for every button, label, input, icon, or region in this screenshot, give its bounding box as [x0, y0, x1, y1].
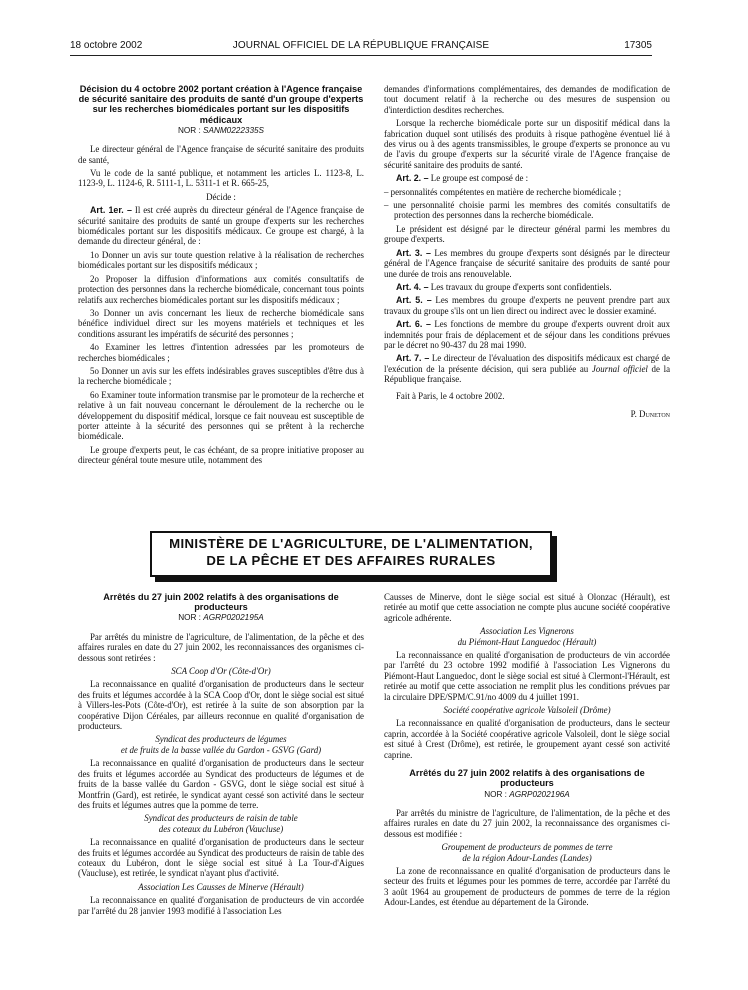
article-3: Art. 3. – Les membres du groupe d'experts sont désignés par le directeur général de l'Agence française de sécurité sanitaire des produits de santé pour une durée de trois ans renouvelable.	[384, 247, 671, 279]
article-2-dash-1: – personnalités compétentes en matière de recherche biomédicale ;	[384, 186, 622, 197]
section-causses-de-minerve-text: La reconnaissance en qualité d'organisation de producteurs de vin accordée par l'arrêté du 28 janvier 1993 modifié à l'association Les	[78, 895, 364, 916]
decision-nor: NOR : SANM0222335S	[177, 125, 265, 135]
decision-decide: Décide :	[206, 191, 236, 202]
section-luberon-text: La reconnaissance en qualité d'organisation de producteurs dans le secteur des fruits et légumes accordée au Syndicat des producteurs de raisin de table des coteaux du Lubéron, dont le siège social est situé à La Tour-d'Aigues (Vaucluse), est retirée, le syndicat n'ayant plus d'activité.	[78, 837, 364, 879]
article-1-item-4: 4o Examiner les lettres d'intention adressées par les promoteurs de recherches biomédicales ;	[78, 342, 364, 363]
article-1-item-1: 1o Donner un avis sur toute question relative à la réalisation de recherches biomédicales portant sur les dispositifs médicaux ;	[78, 249, 364, 271]
groupe-paragraph: Le groupe d'experts peut, le cas échéant, de sa propre initiative proposer au directeur général toute mesure utile, notamment des	[78, 444, 364, 466]
decision-visa: Vu le code de la santé publique, et notamment les articles L. 1123-8, L. 1123-9, L. 1124-6, R. 5111-1, L. 5311-1 et R. 665-25,	[78, 168, 364, 189]
article-2-dash-2: – une personnalité choisie parmi les membres des comités consultatifs de protection des personnes dans la recherche biomédicale.	[384, 200, 670, 221]
article-7: Art. 7. – Le directeur de l'évaluation des dispositifs médicaux est chargé de l'exécution de la présente décision, qui sera publiée au Journal officiel de la République française.	[384, 353, 671, 385]
decision-left-column	[78, 84, 364, 469]
article-1-item-2: 2o Proposer la diffusion d'informations aux comités consultatifs de protection des personnes dans la recherche biomédicale, concernant tous points relatifs aux recherches biomédicales portant sur les dispositifs médicaux ;	[78, 273, 364, 305]
arretes-left-column	[78, 592, 364, 919]
page-number: 17305	[624, 40, 652, 51]
decision-title: Décision du 4 octobre 2002 portant création à l'Agence française de sécurité sanitaire des produits de santé d'un groupe d'experts sur les recherches biomédicales portant sur les dispositifs médicaux	[78, 84, 364, 125]
fait-a-paris: Fait à Paris, le 4 octobre 2002.	[396, 390, 505, 401]
section-vignerons: Association Les Vignerons du Piémont-Haut Languedoc (Hérault)	[457, 626, 597, 647]
section-causses-de-minerve: Association Les Causses de Minerve (Hérault)	[138, 881, 304, 892]
article-4: Art. 4. – Les travaux du groupe d'experts sont confidentiels.	[396, 281, 612, 292]
article-1-item-6: 6o Examiner toute information transmise par le promoteur de la recherche et relative à un fait nouveau concernant le déroulement de la recherche ou le développement du dispositif médical, lorsque ce fait nouveau est susceptible de porter atteinte à la sécurité des personnes qui se prêtent à la recherche biomédicale.	[78, 389, 364, 442]
ministry-banner	[150, 531, 552, 577]
section-sca-coop-dor: SCA Coop d'Or (Côte-d'Or)	[171, 666, 271, 677]
section-vignerons-text: La reconnaissance en qualité d'organisation de producteurs de vin accordée par l'arrêté du 23 octobre 1992 modifié à l'association Les Vignerons du Piémont-Haut Languedoc, dont le siège social est situé à Clermont-l'Hérault, est retirée au motif que cette association ne remplit plus les conditions prévues par la circulaire DPE/SPM/C.91/no 4009 du 4 juillet 1991.	[384, 650, 670, 702]
decision-right-column	[384, 84, 670, 419]
journal-title: JOURNAL OFFICIEL DE LA RÉPUBLIQUE FRANÇAISE	[232, 40, 490, 51]
arretes-1-intro: Par arrêtés du ministre de l'agriculture, de l'alimentation, de la pêche et des affaires rurales en date du 27 juin 2002, les reconnaissances des organismes ci-dessous sont retirées :	[78, 631, 364, 663]
arretes-1-title: Arrêtés du 27 juin 2002 relatifs à des organisations de producteurs	[103, 592, 339, 613]
causses-continuation: Causses de Minerve, dont le siège social est situé à Olonzac (Hérault), est retirée au motif que cette association ne compte plus aucune société coopérative agricole adhérente.	[384, 592, 670, 623]
page-header	[70, 40, 652, 54]
section-luberon: Syndicat des producteurs de raisin de table des coteaux du Lubéron (Vaucluse)	[144, 813, 298, 834]
section-valsoleil: Société coopérative agricole Valsoleil (Drôme)	[443, 705, 611, 716]
article-1-item-5: 5o Donner un avis sur les effets indésirables graves susceptibles d'être dus à la recherche biomédicale ;	[78, 365, 364, 387]
arretes-2-title: Arrêtés du 27 juin 2002 relatifs à des organisations de producteurs	[409, 768, 645, 789]
groupe-continuation: demandes d'informations complémentaires, des demandes de modification de tout document relatif à la recherche ou des mesures de suspension ou d'interdiction desdites recherches.	[384, 84, 670, 115]
header-rule	[70, 55, 652, 56]
section-adour-landes: Groupement de producteurs de pommes de terre de la région Adour-Landes (Landes)	[441, 842, 613, 863]
arretes-2-nor: NOR : AGRP0202196A	[484, 789, 570, 799]
article-1: Art. 1er. – Il est créé auprès du directeur général de l'Agence française de sécurité sanitaire des produits de santé un groupe d'experts sur les recherches biomédicales portant sur les dispositifs médicaux. Ce groupe est chargé, à la demande du directeur général, de :	[78, 205, 365, 247]
arretes-2-intro: Par arrêtés du ministre de l'agriculture, de l'alimentation, de la pêche et des affaires rurales en date du 27 juin 2002, la reconnaissance des organismes ci-dessous est modifiée :	[384, 807, 670, 839]
lorsque-paragraph: Lorsque la recherche biomédicale porte sur un dispositif médical dans la fabrication duquel sont utilisés des produits à risque pathogène éventuel lié à des virus ou à des agents transmissibles, le groupe d'experts se prononce au vu de l'avis du groupe d'experts sur la sécurité virale de l'Agence française de sécurité sanitaire des produits de santé.	[384, 118, 670, 170]
article-1-item-3: 3o Donner un avis concernant les lieux de recherche biomédicale sans bénéfice individuel direct sur les moyens matériels et techniques et les conditions assurant les impératifs de sécurité des personnes ;	[78, 307, 364, 339]
signature: P. Duneton	[630, 408, 670, 419]
section-sca-coop-dor-text: La reconnaissance en qualité d'organisation de producteurs dans le secteur des fruits et légumes accordée à la SCA Coop d'Or, dont le siège social est situé à Villers-les-Pots (Côte-d'Or), est retirée à la suite de son absorption par la coopérative Dijon Céréales, par ailleurs reconnue en qualité d'organisation de producteurs.	[78, 679, 364, 732]
ministry-line-1: MINISTÈRE DE L'AGRICULTURE, DE L'ALIMENTATION,	[169, 536, 533, 551]
president-paragraph: Le président est désigné par le directeur général parmi les membres du groupe d'experts.	[384, 223, 670, 245]
issue-date: 18 octobre 2002	[70, 40, 143, 51]
arretes-right-column	[384, 592, 670, 911]
ministry-line-2: DE LA PÊCHE ET DES AFFAIRES RURALES	[206, 553, 496, 568]
arretes-1-nor: NOR : AGRP0202195A	[178, 613, 264, 623]
article-2: Art. 2. – Le groupe est composé de :	[396, 173, 529, 184]
article-6: Art. 6. – Les fonctions de membre du groupe d'experts ouvrent droit aux indemnités pour frais de déplacement et de séjour dans les conditions prévues par le décret no 90-437 du 28 mai 1990.	[384, 319, 671, 350]
section-adour-landes-text: La zone de reconnaissance en qualité d'organisation de producteurs dans le secteur des fruits et légumes pour les pommes de terre, accordée par l'arrêté du 3 août 1964 au groupement de producteurs de pommes de terre de la région Adour-Landes, est étendue au département de la Gironde.	[384, 865, 670, 908]
article-5: Art. 5. – Les membres du groupe d'experts ne peuvent prendre part aux travaux du groupe s'ils ont un lien direct ou indirect avec le dossier examiné.	[384, 295, 671, 316]
section-valsoleil-text: La reconnaissance en qualité d'organisation de producteurs, dans le secteur caprin, accordée à la Société coopérative agricole Valsoleil, dont le siège social est situé à Crest (Drôme), est retirée, le groupement ayant cessé son activité caprine.	[384, 718, 670, 760]
decision-preamble: Le directeur général de l'Agence française de sécurité sanitaire des produits de santé,	[78, 144, 364, 165]
section-gsvg: Syndicat des producteurs de légumes et de fruits de la basse vallée du Gardon - GSVG (Gard)	[120, 734, 322, 755]
section-gsvg-text: La reconnaissance en qualité d'organisation de producteurs dans le secteur des fruits et légumes accordée au Syndicat des producteurs de légumes et de fruits de la basse vallée du Gardon - GSVG, dont le siège social est situé à Montfrin (Gard), est retirée, le syndicat ayant cessé son activité dans le secteur des fruits et légumes autres que la pomme de terre.	[78, 758, 364, 810]
